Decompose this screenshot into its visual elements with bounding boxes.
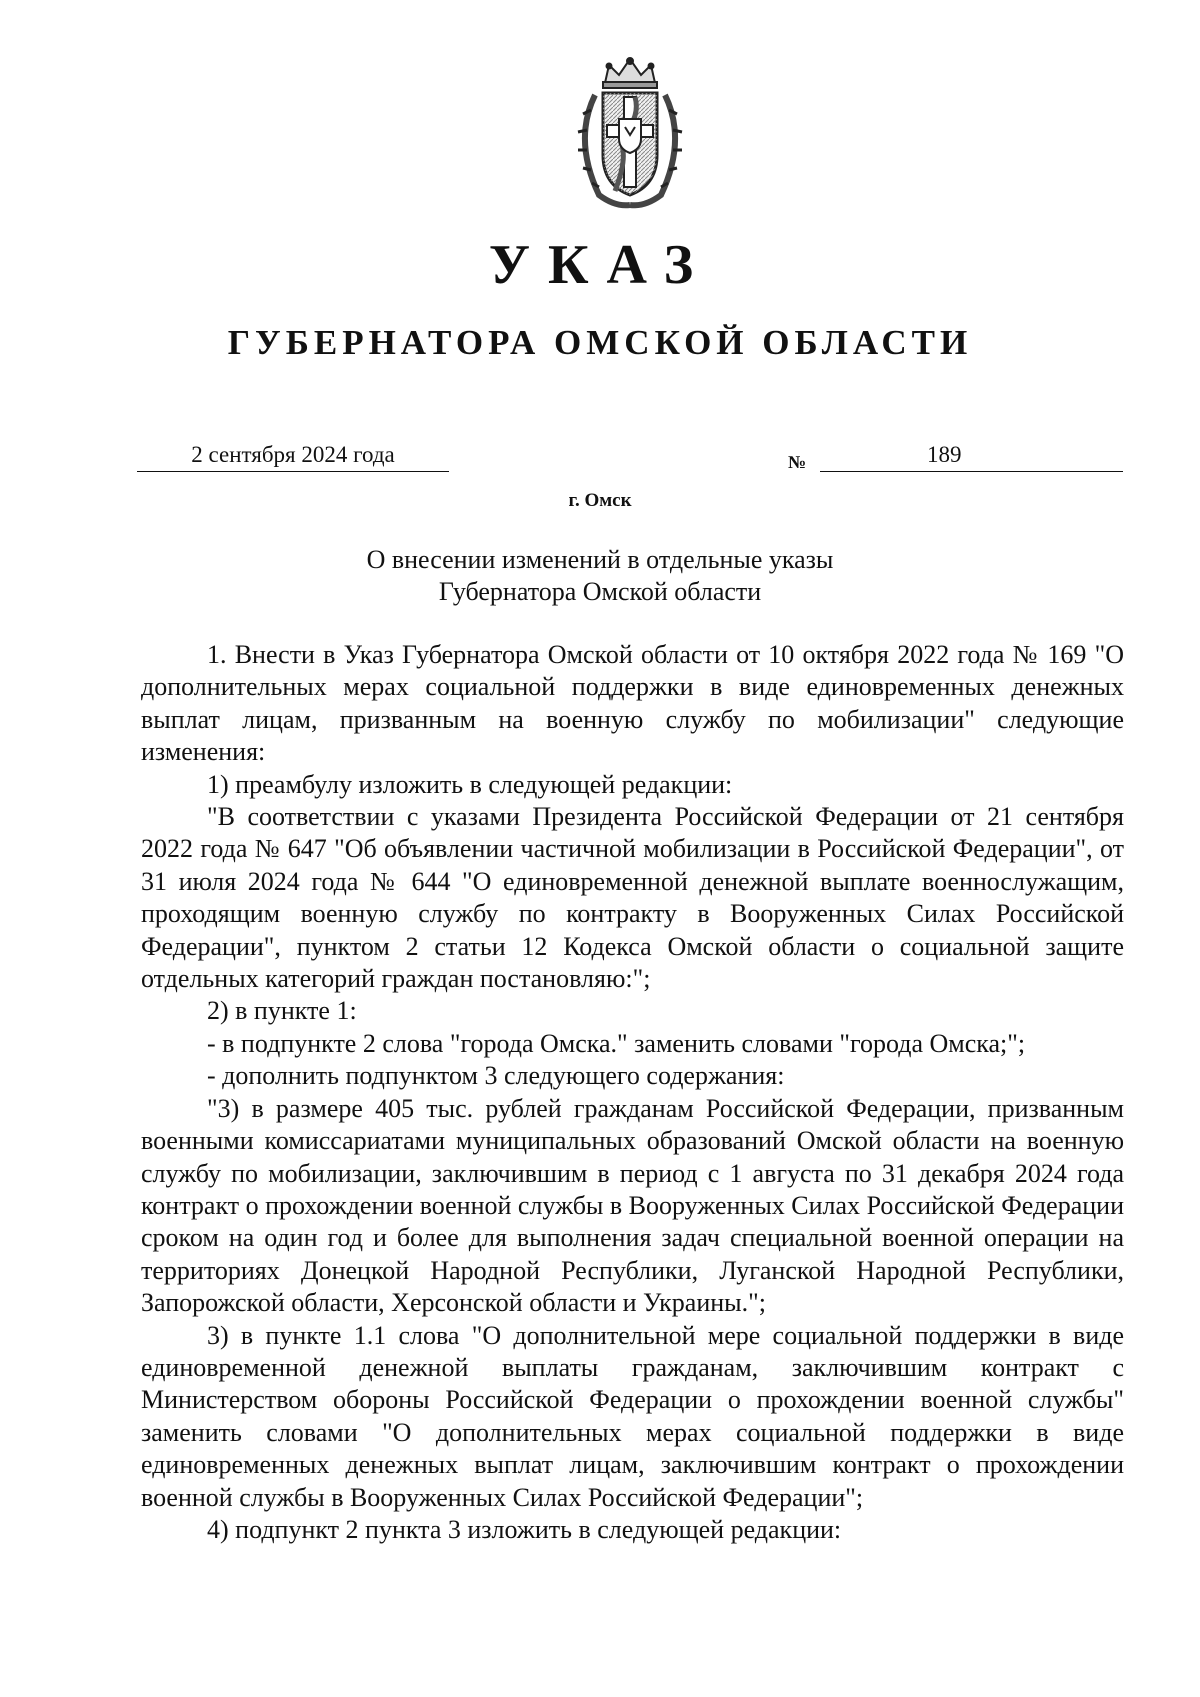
decree-number-label: № — [788, 452, 807, 472]
document-issuer: ГУБЕРНАТОРА ОМСКОЙ ОБЛАСТИ — [227, 323, 973, 362]
decree-number: 189 — [927, 442, 962, 467]
paragraph-6: - дополнить подпунктом 3 следующего содержания: — [207, 1061, 785, 1091]
subject-line-1: О внесении изменений в отдельные указы — [366, 545, 834, 574]
paragraph-3: "В соответствии с указами Президента Российской Федерации от 21 сентября 2022 года № 647 "Об объявлении частичной мобилизации в Российской Федерации", от 31 июля 2024 года № 644 "О единовременной денежной выплате военнослужащим, проходящим военную службу по контракту в Вооруженных Силах Российской Федерации", пунктом 2 статьи 12 Кодекса Омской области о социальной защите отдельных категорий граждан постановляю:"; — [141, 802, 1124, 994]
decree-subject — [0, 544, 1200, 608]
paragraph-2: 1) преамбулу изложить в следующей редакции: — [207, 769, 733, 799]
paragraph-8: 3) в пункте 1.1 слова "О дополнительной мере социальной поддержки в виде единовременной денежной выплаты гражданам, заключившим контракт с Министерством обороны Российской Федерации о прохождении военной службы" заменить словами "О дополнительных мерах социальной поддержки в виде единовременных денежных выплат лицам, заключившим контракт о прохождении военной службы в Вооруженных Силах Российской Федерации"; — [141, 1320, 1124, 1512]
document-title: УКАЗ — [488, 234, 712, 296]
paragraph-9: 4) подпункт 2 пункта 3 изложить в следующей редакции: — [207, 1514, 842, 1544]
decree-body — [141, 639, 1124, 1546]
decree-date: 2 сентября 2024 года — [137, 439, 449, 472]
coat-of-arms-emblem — [565, 55, 695, 210]
decree-number-field — [820, 439, 1123, 472]
paragraph-1: 1. Внести в Указ Губернатора Омской области от 10 октября 2022 года № 169 "О дополнительных мерах социальной поддержки в виде единовременных денежных выплат лицам, призванным на военную службу по мобилизации" следующие изменения: — [141, 640, 1124, 767]
paragraph-4: 2) в пункте 1: — [207, 996, 357, 1026]
paragraph-5: - в подпункте 2 слова "города Омска." заменить словами "города Омска;"; — [207, 1028, 1026, 1058]
decree-city: г. Омск — [568, 490, 632, 511]
paragraph-7: "3) в размере 405 тыс. рублей гражданам Российской Федерации, призванным военными комиссариатами муниципальных образований Омской области на военную службу по мобилизации, заключившим в период с 1 августа по 31 декабря 2024 года контракт о прохождении военной службы в Вооруженных Силах Российской Федерации сроком на один год и более для выполнения задач специальной военной операции на территориях Донецкой Народной Республики, Луганской Народной Республики, Запорожской области, Херсонской области и Украины."; — [141, 1093, 1124, 1318]
subject-line-2: Губернатора Омской области — [438, 577, 762, 606]
